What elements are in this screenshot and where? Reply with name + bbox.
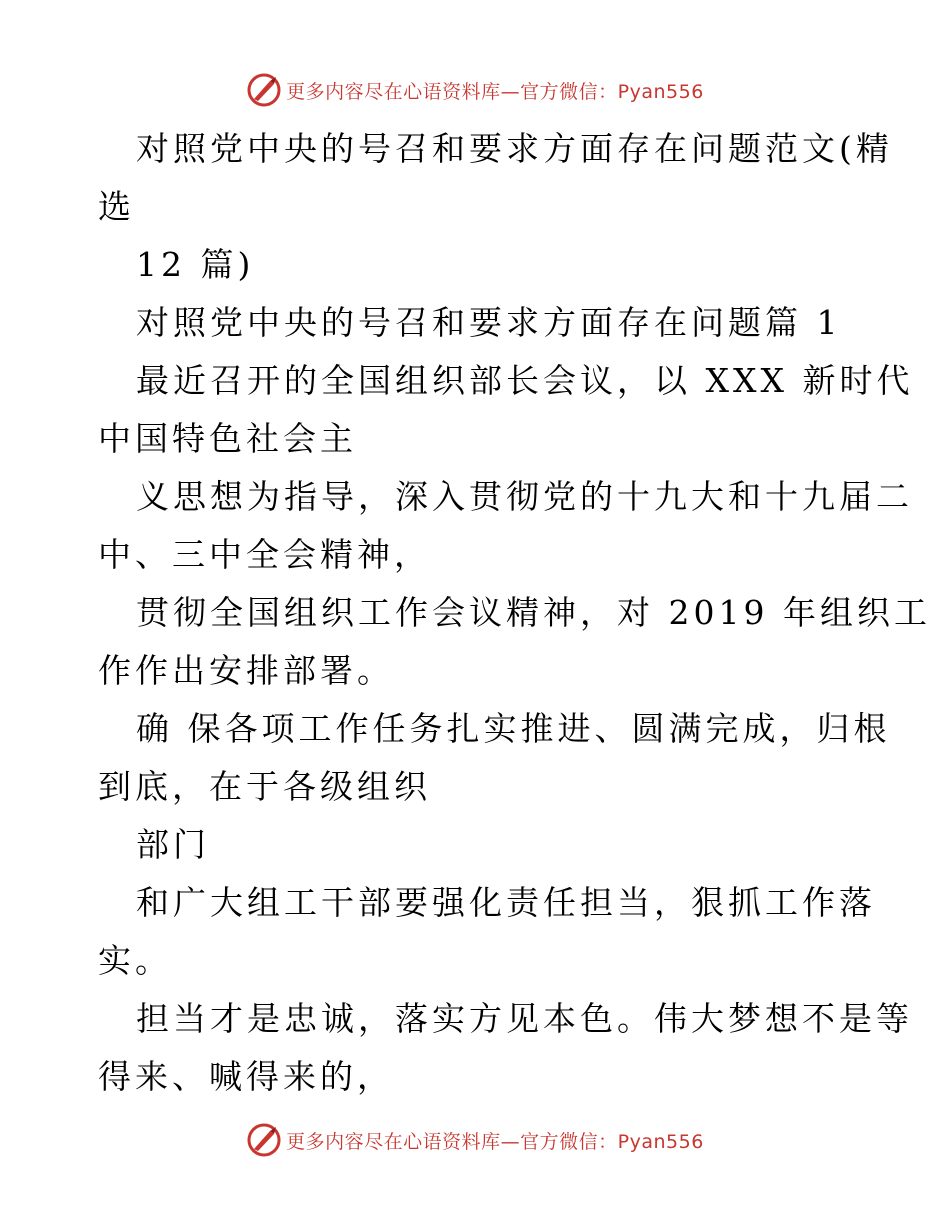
text-line: 义思想为指导，深入贯彻党的十九大和十九届二 [136,477,913,516]
text-line: 担当才是忠诚，落实方见本色。伟大梦想不是等 [136,999,913,1038]
text-line: 中、三中全会精神， [98,535,431,574]
text-line: 选 [98,187,135,226]
text-line: 12 篇) [136,245,255,284]
header-watermark-banner [0,70,950,110]
text-line: 到底，在于各级组织 [98,767,431,806]
text-line: 作作出安排部署。 [98,651,394,690]
text-line: 中国特色社会主 [98,419,357,458]
text-line: 最近召开的全国组织部长会议，以 XXX 新时代 [136,361,914,400]
text-line: 确 保各项工作任务扎实推进、圆满完成，归根 [136,709,891,748]
text-line: 得来、喊得来的， [98,1057,394,1096]
quill-pen-logo-icon [246,1122,282,1158]
text-line: 实。 [98,941,172,980]
text-line: 部门 [136,825,210,864]
text-line: 和广大组工干部要强化责任担当，狠抓工作落 [136,883,876,922]
document-body [98,120,931,1106]
watermark-text: 更多内容尽在心语资料库—官方微信：Pyan556 [286,1130,704,1153]
text-line: 对照党中央的号召和要求方面存在问题篇 1 [136,303,842,342]
text-line: 贯彻全国组织工作会议精神，对 2019 年组织工 [136,593,931,632]
quill-pen-logo-icon [246,72,282,108]
text-line: 对照党中央的号召和要求方面存在问题范文(精 [136,129,893,168]
footer-watermark-banner [0,1120,950,1160]
watermark-text: 更多内容尽在心语资料库—官方微信：Pyan556 [286,80,704,103]
